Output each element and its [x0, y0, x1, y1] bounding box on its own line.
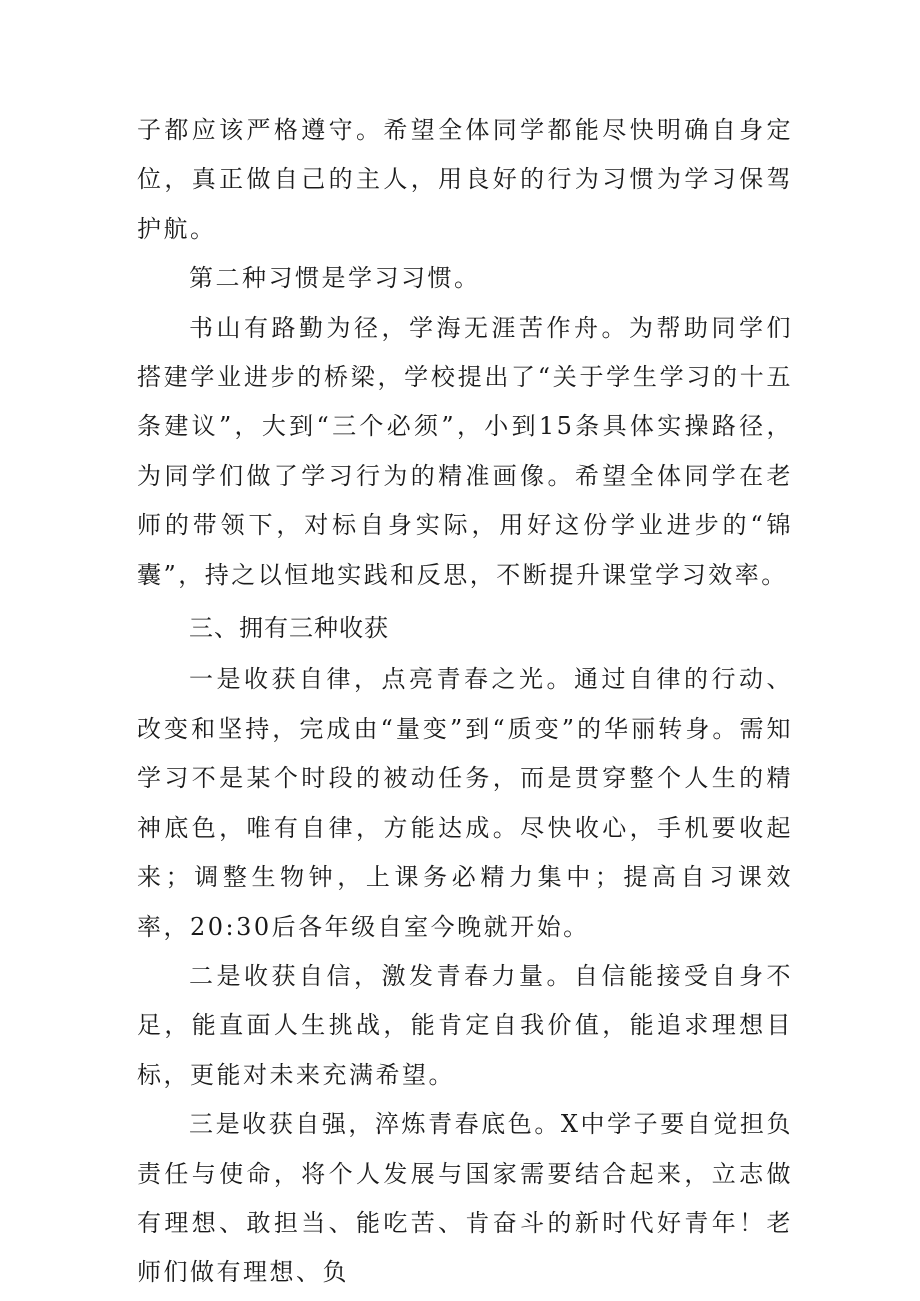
- paragraph-self-discipline: 一是收获自律，点亮青春之光。通过自律的行动、改变和坚持，完成由“量变”到“质变”的华丽转身。需知学习不是某个时段的被动任务，而是贯穿整个人生的精神底色，唯有自律，方能达成。尽快收心，手机要收起来；调整生物钟，上课务必精力集中；提高自习课效率，20:30后各年级自室今晚就开始。: [137, 665, 793, 941]
- paragraph-study-habit: 书山有路勤为径，学海无涯苦作舟。为帮助同学们搭建学业进步的桥梁，学校提出了“关于学生学习的十五条建议”，大到“三个必须”，小到15条具体实操路径，为同学们做了学习行为的精准画像。希望全体同学在老师的带领下，对标自身实际，用好这份学业进步的“锦囊”，持之以恒地实践和反思，不断提升课堂学习效率。: [137, 313, 793, 589]
- paragraph-second-habit: 第二种习惯是学习习惯。: [189, 264, 481, 293]
- section-heading-three-gains: 三、拥有三种收获: [189, 614, 389, 643]
- paragraph-continuation: 子都应该严格遵守。希望全体同学都能尽快明确自身定位，真正做自己的主人，用良好的行为习惯为学习保驾护航。: [137, 116, 793, 243]
- paragraph-self-strength: 三是收获自强，淬炼青春底色。X中学子要自觉担负责任与使命，将个人发展与国家需要结合起来，立志做有理想、敢担当、能吃苦、肯奋斗的新时代好青年！老师们做有理想、负: [137, 1110, 793, 1287]
- document-body: [137, 106, 793, 1298]
- paragraph-self-confidence: 二是收获自信，激发青春力量。自信能接受自身不足，能直面人生挑战，能肯定自我价值，能追求理想目标，更能对未来充满希望。: [137, 961, 793, 1089]
